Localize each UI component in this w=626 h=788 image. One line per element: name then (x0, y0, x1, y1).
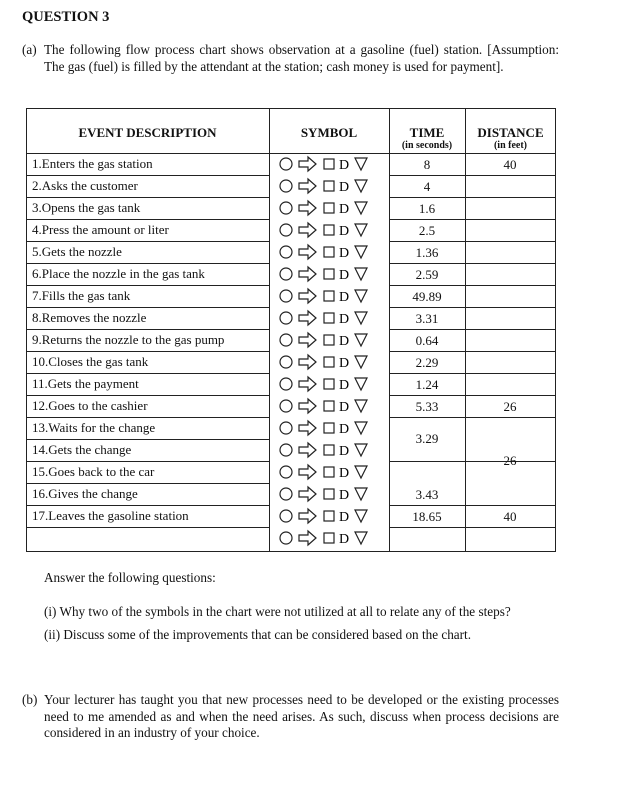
storage-triangle-icon (355, 422, 367, 434)
symbol-set (280, 201, 367, 217)
storage-triangle-icon (355, 334, 367, 346)
storage-triangle-icon (355, 246, 367, 258)
symbol-set (280, 355, 367, 371)
question-i: (i) Why two of the symbols in the chart were not utilized at all to relate any of the steps? (44, 604, 511, 619)
storage-triangle-icon (355, 400, 367, 412)
event-description-cell: 1.Enters the gas station (32, 156, 153, 171)
delay-d-icon: D (339, 290, 350, 305)
header-distance: DISTANCE (477, 125, 544, 140)
delay-d-icon: D (339, 224, 350, 239)
time-cell: 4 (423, 179, 431, 194)
inspection-square-icon (324, 269, 334, 279)
transport-arrow-icon (299, 311, 316, 325)
operation-circle-icon (280, 180, 292, 192)
time-cell: 3.31 (415, 311, 439, 326)
operation-circle-icon (280, 224, 292, 236)
time-cell: 3.29 (415, 431, 439, 446)
storage-triangle-icon (355, 180, 367, 192)
part-b-text: Your lecturer has taught you that new processes need to be developed or the existing processes need to me amended as and when the need arises. As such, discuss when process decisions are considered in an industry of your choice. (44, 692, 559, 740)
symbol-set (280, 245, 367, 261)
answer-intro: Answer the following questions: (44, 570, 216, 585)
delay-d-icon: D (339, 444, 350, 459)
time-cell: 2.59 (415, 267, 439, 282)
transport-arrow-icon (299, 157, 316, 171)
symbol-set (280, 487, 367, 503)
operation-circle-icon (280, 444, 292, 456)
inspection-square-icon (324, 467, 334, 477)
transport-arrow-icon (299, 531, 316, 545)
symbol-set (280, 289, 367, 305)
transport-arrow-icon (299, 443, 316, 457)
time-cell: 5.33 (415, 399, 439, 414)
time-cell: 49.89 (412, 289, 442, 304)
event-description-cell: 6.Place the nozzle in the gas tank (32, 266, 205, 281)
delay-d-icon: D (339, 158, 350, 173)
symbol-set (280, 531, 367, 547)
question-ii: (ii) Discuss some of the improvements that can be considered based on the chart. (44, 627, 472, 642)
operation-circle-icon (280, 510, 292, 522)
operation-circle-icon (280, 356, 292, 368)
part-a-label: (a) (22, 42, 37, 57)
symbol-set (280, 399, 367, 415)
inspection-square-icon (324, 379, 334, 389)
transport-arrow-icon (299, 179, 316, 193)
delay-d-icon: D (339, 422, 350, 437)
delay-d-icon: D (339, 400, 350, 415)
flow-process-chart-table (26, 108, 556, 552)
event-description-cell: 3.Opens the gas tank (32, 200, 141, 215)
event-description-cell: 14.Gets the change (32, 442, 132, 457)
storage-triangle-icon (355, 312, 367, 324)
symbol-set (280, 377, 367, 393)
storage-triangle-icon (355, 356, 367, 368)
symbol-set (280, 421, 367, 437)
delay-d-icon: D (339, 532, 350, 547)
part-a-text: The following flow process chart shows observation at a gasoline (fuel) station. [Assumption: The gas (fuel) is filled by the attendant at the station; cash money is used for payment]. (44, 42, 559, 74)
transport-arrow-icon (299, 223, 316, 237)
delay-d-icon: D (339, 180, 350, 195)
inspection-square-icon (324, 489, 334, 499)
inspection-square-icon (324, 511, 334, 521)
operation-circle-icon (280, 334, 292, 346)
time-cell: 18.65 (412, 509, 442, 524)
time-cell: 1.36 (415, 245, 439, 260)
event-description-cell: 8.Removes the nozzle (32, 310, 147, 325)
inspection-square-icon (324, 445, 334, 455)
transport-arrow-icon (299, 487, 316, 501)
operation-circle-icon (280, 202, 292, 214)
delay-d-icon: D (339, 510, 350, 525)
operation-circle-icon (280, 312, 292, 324)
symbol-set (280, 157, 367, 173)
operation-circle-icon (280, 378, 292, 390)
inspection-square-icon (324, 357, 334, 367)
time-cell: 2.29 (415, 355, 439, 370)
storage-triangle-icon (355, 532, 367, 544)
inspection-square-icon (324, 181, 334, 191)
transport-arrow-icon (299, 245, 316, 259)
transport-arrow-icon (299, 399, 316, 413)
distance-cell: 40 (503, 157, 517, 172)
transport-arrow-icon (299, 377, 316, 391)
storage-triangle-icon (355, 488, 367, 500)
inspection-square-icon (324, 247, 334, 257)
event-description-cell: 13.Waits for the change (32, 420, 156, 435)
header-time: TIME (409, 125, 445, 140)
symbol-set (280, 509, 367, 525)
event-description-cell: 2.Asks the customer (32, 178, 138, 193)
storage-triangle-icon (355, 466, 367, 478)
delay-d-icon: D (339, 202, 350, 217)
inspection-square-icon (324, 225, 334, 235)
storage-triangle-icon (355, 268, 367, 280)
operation-circle-icon (280, 290, 292, 302)
symbol-set (280, 465, 367, 481)
time-cell: 3.43 (415, 487, 439, 502)
operation-circle-icon (280, 400, 292, 412)
inspection-square-icon (324, 423, 334, 433)
delay-d-icon: D (339, 246, 350, 261)
storage-triangle-icon (355, 378, 367, 390)
inspection-square-icon (324, 533, 334, 543)
question-title: QUESTION 3 (22, 9, 110, 25)
transport-arrow-icon (299, 267, 316, 281)
event-description-cell: 15.Goes back to the car (32, 464, 155, 479)
inspection-square-icon (324, 335, 334, 345)
delay-d-icon: D (339, 488, 350, 503)
transport-arrow-icon (299, 421, 316, 435)
distance-cell: 26 (503, 453, 517, 468)
part-a-paragraph (22, 42, 559, 75)
symbol-set (280, 333, 367, 349)
transport-arrow-icon (299, 201, 316, 215)
delay-d-icon: D (339, 268, 350, 283)
inspection-square-icon (324, 313, 334, 323)
inspection-square-icon (324, 203, 334, 213)
storage-triangle-icon (355, 290, 367, 302)
storage-triangle-icon (355, 444, 367, 456)
operation-circle-icon (280, 268, 292, 280)
event-description-cell: 11.Gets the payment (32, 376, 139, 391)
symbol-set (280, 443, 367, 459)
transport-arrow-icon (299, 355, 316, 369)
operation-circle-icon (280, 532, 292, 544)
header-distance-unit: (in feet) (493, 140, 528, 151)
delay-d-icon: D (339, 466, 350, 481)
event-description-cell: 12.Goes to the cashier (32, 398, 148, 413)
header-symbol: SYMBOL (300, 125, 358, 140)
event-description-cell: 10.Closes the gas tank (32, 354, 149, 369)
delay-d-icon: D (339, 378, 350, 393)
transport-arrow-icon (299, 465, 316, 479)
event-description-cell: 5.Gets the nozzle (32, 244, 122, 259)
distance-cell: 26 (503, 399, 517, 414)
time-cell: 8 (423, 157, 431, 172)
inspection-square-icon (324, 159, 334, 169)
event-description-cell: 9.Returns the nozzle to the gas pump (32, 332, 225, 347)
storage-triangle-icon (355, 224, 367, 236)
operation-circle-icon (280, 488, 292, 500)
delay-d-icon: D (339, 356, 350, 371)
event-description-cell: 4.Press the amount or liter (32, 222, 169, 237)
storage-triangle-icon (355, 202, 367, 214)
symbol-set (280, 223, 367, 239)
transport-arrow-icon (299, 289, 316, 303)
transport-arrow-icon (299, 509, 316, 523)
event-description-cell: 17.Leaves the gasoline station (32, 508, 189, 523)
inspection-square-icon (324, 291, 334, 301)
symbol-set (280, 267, 367, 283)
part-b-label: (b) (22, 692, 38, 707)
operation-circle-icon (280, 246, 292, 258)
operation-circle-icon (280, 422, 292, 434)
header-event-description: EVENT DESCRIPTION (78, 125, 217, 140)
symbol-set (280, 179, 367, 195)
event-description-cell: 7.Fills the gas tank (32, 288, 131, 303)
delay-d-icon: D (339, 334, 350, 349)
header-time-unit: (in seconds) (401, 140, 453, 151)
symbol-set (280, 311, 367, 327)
part-b-paragraph (22, 692, 559, 742)
storage-triangle-icon (355, 158, 367, 170)
operation-circle-icon (280, 158, 292, 170)
event-description-cell: 16.Gives the change (32, 486, 138, 501)
distance-cell: 40 (503, 509, 517, 524)
time-cell: 0.64 (415, 333, 439, 348)
storage-triangle-icon (355, 510, 367, 522)
time-cell: 2.5 (418, 223, 436, 238)
operation-circle-icon (280, 466, 292, 478)
time-cell: 1.6 (418, 201, 436, 216)
delay-d-icon: D (339, 312, 350, 327)
time-cell: 1.24 (415, 377, 439, 392)
transport-arrow-icon (299, 333, 316, 347)
inspection-square-icon (324, 401, 334, 411)
